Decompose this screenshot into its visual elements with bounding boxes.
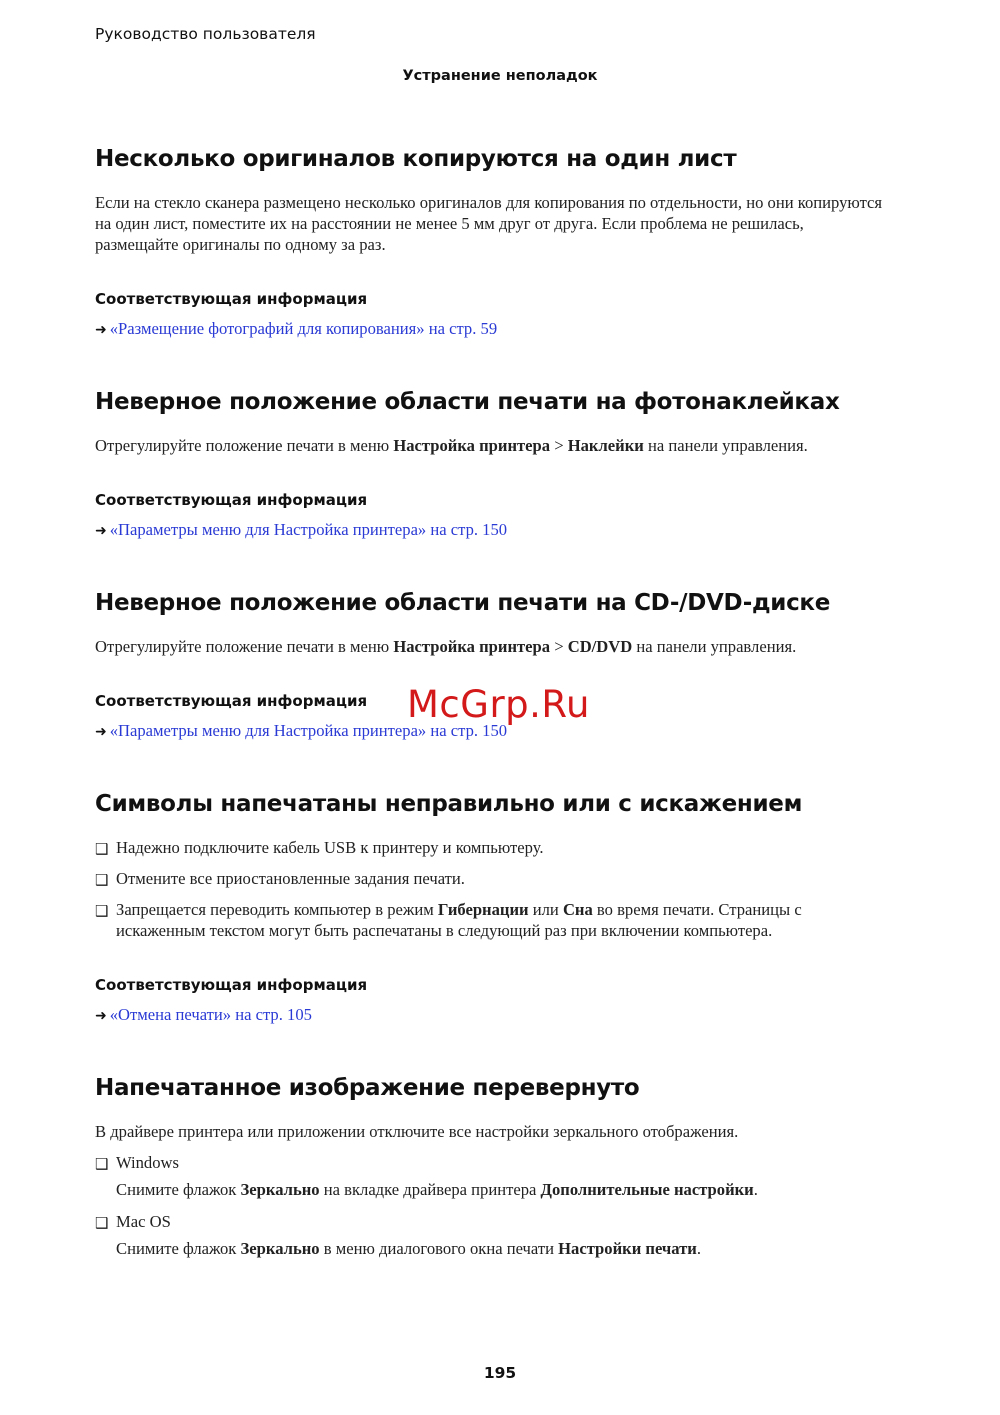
section-heading-multiple-originals: Несколько оригиналов копируются на один лист xyxy=(95,146,737,172)
related-info-label: Соответствующая информация xyxy=(95,692,368,710)
related-link-printer-settings[interactable]: «Параметры меню для Настройка принтера» на стр. 150 xyxy=(109,721,508,740)
related-info-label: Соответствующая информация xyxy=(95,491,368,509)
list-item: ❑ Запрещается переводить компьютер в режим Гибернации или Сна во время печати. Страницы с искаженным текстом могут быть распечатаны в следующий раз при включении компьютера. xyxy=(95,900,802,940)
related-link-row xyxy=(95,1005,312,1025)
related-info-label: Соответствующая информация xyxy=(95,290,368,308)
list-item: ❑ Надежно подключите кабель USB к принтеру и компьютеру. xyxy=(95,838,544,858)
related-link-cancel-printing[interactable]: «Отмена печати» на стр. 105 xyxy=(109,1005,312,1024)
list-item: ❑ Windows xyxy=(95,1153,179,1173)
section-heading-garbled-characters: Символы напечатаны неправильно или с искажением xyxy=(95,791,803,817)
checkbox-bullet-icon: ❑ xyxy=(95,902,109,920)
list-item-detail: Снимите флажок Зеркально в меню диалогового окна печати Настройки печати. xyxy=(116,1239,702,1258)
document-title: Руководство пользователя xyxy=(95,25,316,43)
checkbox-bullet-icon: ❑ xyxy=(95,1214,109,1232)
related-link-printer-settings[interactable]: «Параметры меню для Настройка принтера» на стр. 150 xyxy=(109,520,508,539)
arrow-right-icon: ➜ xyxy=(95,1009,107,1024)
checkbox-bullet-icon: ❑ xyxy=(95,840,109,858)
related-link-row xyxy=(95,319,497,339)
related-info-label: Соответствующая информация xyxy=(95,976,368,994)
chapter-title: Устранение неполадок xyxy=(402,68,598,84)
arrow-right-icon: ➜ xyxy=(95,725,107,740)
list-item: ❑ Mac OS xyxy=(95,1212,171,1232)
arrow-right-icon: ➜ xyxy=(95,323,107,338)
arrow-right-icon: ➜ xyxy=(95,524,107,539)
section-body-mirrored-image: В драйвере принтера или приложении отключите все настройки зеркального отображения. xyxy=(95,1122,739,1141)
list-item: ❑ Отмените все приостановленные задания печати. xyxy=(95,869,465,889)
related-link-row xyxy=(95,520,507,540)
section-heading-mirrored-image: Напечатанное изображение перевернуто xyxy=(95,1075,640,1101)
section-body-cd-dvd-position: Отрегулируйте положение печати в меню Настройка принтера > CD/DVD на панели управления. xyxy=(95,637,797,656)
related-link-photo-placement[interactable]: «Размещение фотографий для копирования» на стр. 59 xyxy=(109,319,498,338)
section-body-multiple-originals: Если на стекло сканера размещено несколько оригиналов для копирования по отдельности, но они копируются на один лист, поместите их на расстоянии не менее 5 мм друг от друга. Если проблема не решилась, размещайте оригиналы по одному за раз. xyxy=(95,193,883,254)
section-heading-sticker-position: Неверное положение области печати на фотонаклейках xyxy=(95,389,840,415)
watermark: McGrp.Ru xyxy=(407,683,590,726)
checkbox-bullet-icon: ❑ xyxy=(95,871,109,889)
page-number: 195 xyxy=(483,1364,517,1382)
section-body-sticker-position: Отрегулируйте положение печати в меню Настройка принтера > Наклейки на панели управления. xyxy=(95,436,808,455)
section-heading-cd-dvd-position: Неверное положение области печати на CD-/DVD-диске xyxy=(95,590,831,616)
checkbox-bullet-icon: ❑ xyxy=(95,1155,109,1173)
list-item-detail: Снимите флажок Зеркально на вкладке драйвера принтера Дополнительные настройки. xyxy=(116,1180,758,1199)
